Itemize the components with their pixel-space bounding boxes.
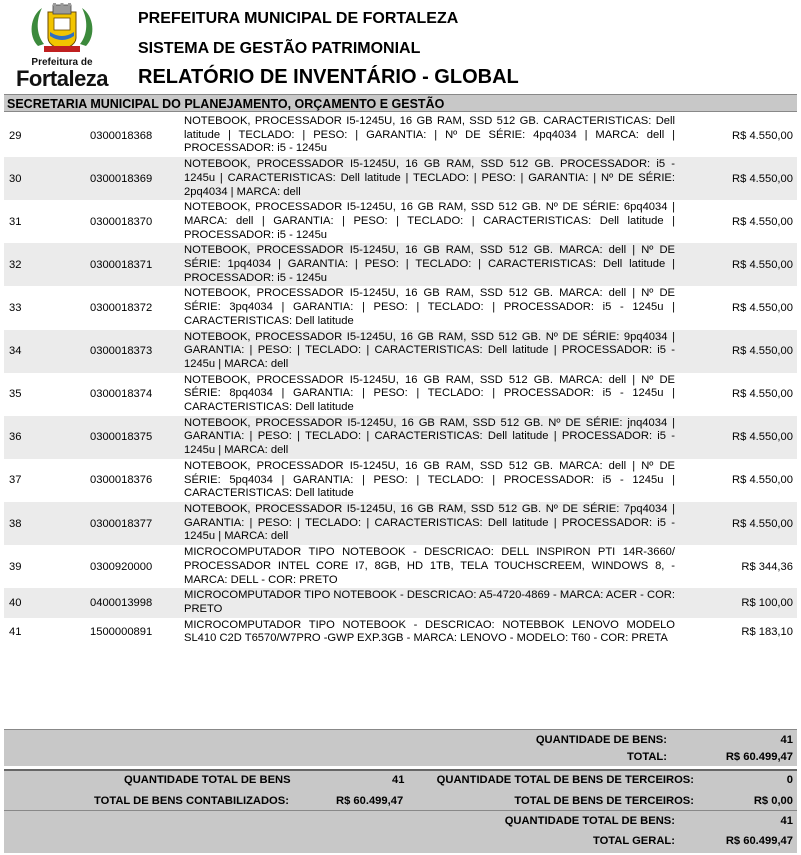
fortaleza-logo	[6, 2, 118, 92]
system-title: SISTEMA DE GESTÃO PATRIMONIAL	[138, 40, 421, 57]
asset-description: NOTEBOOK, PROCESSADOR I5-1245U, 16 GB RAM, SSD 512 GB. Nº DE SÉRIE: 6pq4034 | MARCA: dell | GARANTIA: | PESO: | TECLADO: | CARACTERISTICAS: Dell latitude | PROCESSADOR: i5 - 1245u	[184, 201, 675, 241]
item-number: 35	[9, 388, 22, 401]
table-row	[4, 330, 797, 373]
asset-code: 0300920000	[90, 560, 153, 573]
grand-qty-value: 41	[780, 815, 793, 827]
asset-value: R$ 344,36	[741, 560, 793, 573]
contab-value: R$ 60.499,47	[336, 795, 404, 807]
item-number: 34	[9, 345, 22, 358]
table-row	[4, 373, 797, 416]
asset-value: R$ 4.550,00	[732, 474, 793, 487]
asset-code: 0400013998	[90, 596, 153, 609]
asset-code: 0300018371	[90, 258, 153, 271]
coat-of-arms-icon	[24, 2, 100, 58]
table-row	[4, 545, 797, 588]
asset-description: MICROCOMPUTADOR TIPO NOTEBOOK - DESCRICAO: DELL INSPIRON PTI 14R-3660/ PROCESSADOR INTEL CORE I7, 8GB, HD 1TB, TELA TOUCHSCREEM, WINDOWS 8, - MARCA: DELL - COR: PRETO	[184, 546, 675, 586]
summary-totals	[4, 769, 797, 811]
asset-value: R$ 4.550,00	[732, 129, 793, 142]
asset-code: 0300018368	[90, 129, 153, 142]
grand-qty-label: QUANTIDADE TOTAL DE BENS:	[504, 815, 675, 827]
org-title: PREFEITURA MUNICIPAL DE FORTALEZA	[138, 10, 459, 27]
asset-code: 1500000891	[90, 626, 153, 639]
item-number: 37	[9, 474, 22, 487]
qty-label: QUANTIDADE DE BENS:	[535, 734, 667, 746]
asset-description: NOTEBOOK, PROCESSADOR I5-1245U, 16 GB RAM, SSD 512 GB. Nº DE SÉRIE: jnq4034 | GARANTIA: | PESO: | TECLADO: | CARACTERISTICAS: Dell latitude | PROCESSADOR: i5 - 1245u | MARCA: dell	[184, 416, 675, 457]
asset-description: NOTEBOOK, PROCESSADOR I5-1245U, 16 GB RAM, SSD 512 GB. MARCA: dell | Nº DE SÉRIE: 3pq4034 | GARANTIA: | PESO: | TECLADO: | PROCESSADOR: i5 - 1245u | CARACTERISTICAS: Dell latitude	[184, 287, 675, 327]
third-total-value: R$ 0,00	[753, 795, 793, 807]
asset-value: R$ 4.550,00	[732, 301, 793, 314]
section-header: SECRETARIA MUNICIPAL DO PLANEJAMENTO, ORÇAMENTO E GESTÃO	[4, 94, 797, 112]
asset-code: 0300018370	[90, 215, 153, 228]
table-row	[4, 243, 797, 286]
asset-description: NOTEBOOK, PROCESSADOR I5-1245U, 16 GB RAM, SSD 512 GB. Nº DE SÉRIE: 7pq4034 | GARANTIA: | PESO: | TECLADO: | CARACTERISTICAS: Dell latitude | PROCESSADOR: i5 - 1245u | MARCA: dell	[184, 502, 675, 543]
item-number: 39	[9, 560, 22, 573]
table-row	[4, 157, 797, 200]
third-total-label: TOTAL DE BENS DE TERCEIROS:	[514, 795, 694, 807]
total-value: R$ 60.499,47	[725, 751, 793, 763]
item-number: 31	[9, 215, 22, 228]
qty-third-label: QUANTIDADE TOTAL DE BENS DE TERCEIROS:	[436, 774, 694, 786]
asset-value: R$ 100,00	[741, 596, 793, 609]
asset-description: NOTEBOOK, PROCESSADOR I5-1245U, 16 GB RAM, SSD 512 GB. MARCA: dell | Nº DE SÉRIE: 5pq4034 | GARANTIA: | PESO: | TECLADO: | PROCESSADOR: i5 - 1245u | CARACTERISTICAS: Dell latitude	[184, 459, 675, 500]
qty-third-value: 0	[786, 774, 793, 786]
inventory-table	[4, 114, 797, 647]
asset-value: R$ 4.550,00	[732, 172, 793, 185]
total-label: TOTAL:	[627, 751, 667, 763]
item-number: 30	[9, 172, 22, 185]
report-title: RELATÓRIO DE INVENTÁRIO - GLOBAL	[138, 66, 519, 88]
asset-value: R$ 4.550,00	[732, 431, 793, 444]
table-row	[4, 618, 797, 647]
table-row	[4, 459, 797, 502]
asset-code: 0300018373	[90, 345, 153, 358]
table-row	[4, 588, 797, 617]
asset-code: 0300018369	[90, 172, 153, 185]
grand-totals	[4, 810, 797, 853]
asset-description: NOTEBOOK, PROCESSADOR I5-1245U, 16 GB RAM, SSD 512 GB. MARCA: dell | Nº DE SÉRIE: 8pq4034 | GARANTIA: | PESO: | TECLADO: | PROCESSADOR: i5 - 1245u | CARACTERISTICAS: Dell latitude	[184, 373, 675, 414]
table-row	[4, 502, 797, 545]
report-header	[0, 0, 801, 95]
asset-description: NOTEBOOK, PROCESSADOR I5-1245U, 16 GB RAM, SSD 512 GB. Nº DE SÉRIE: 9pq4034 | GARANTIA: | PESO: | TECLADO: | CARACTERISTICAS: Dell latitude | PROCESSADOR: i5 - 1245u | MARCA: dell	[184, 330, 675, 370]
asset-value: R$ 4.550,00	[732, 517, 793, 530]
item-number: 36	[9, 431, 22, 444]
contab-label: TOTAL DE BENS CONTABILIZADOS:	[94, 795, 289, 807]
asset-code: 0300018372	[90, 301, 153, 314]
grand-total-label: TOTAL GERAL:	[592, 835, 675, 847]
asset-description: MICROCOMPUTADOR TIPO NOTEBOOK - DESCRICAO: A5-4720-4869 - MARCA: ACER - COR: PRETO	[184, 589, 675, 615]
asset-description: NOTEBOOK, PROCESSADOR I5-1245U, 16 GB RAM, SSD 512 GB. CARACTERISTICAS: Dell latitude | TECLADO: | PESO: | GARANTIA: | Nº DE SÉRIE: 4pq4034 | MARCA: dell | PROCESSADOR: i5 - 1245u	[184, 115, 675, 155]
asset-code: 0300018377	[90, 517, 153, 530]
grand-total-value: R$ 60.499,47	[725, 835, 793, 847]
asset-code: 0300018376	[90, 474, 153, 487]
item-number: 41	[9, 626, 22, 639]
item-number: 33	[9, 301, 22, 314]
item-number: 32	[9, 258, 22, 271]
asset-value: R$ 4.550,00	[732, 258, 793, 271]
logo-title: Fortaleza	[15, 66, 109, 91]
asset-value: R$ 4.550,00	[732, 345, 793, 358]
table-row	[4, 200, 797, 243]
item-number: 38	[9, 517, 22, 530]
asset-value: R$ 183,10	[741, 626, 793, 639]
asset-description: MICROCOMPUTADOR TIPO NOTEBOOK - DESCRICAO: NOTEBBOK LENOVO MODELO SL410 C2D T6570/W7PRO -GWP EXP.3GB - MARCA: LENOVO - MODELO: T60 - COR: PRETA	[184, 618, 675, 645]
asset-description: NOTEBOOK, PROCESSADOR I5-1245U, 16 GB RAM, SSD 512 GB. MARCA: dell | Nº DE SÉRIE: 1pq4034 | GARANTIA: | PESO: | TECLADO: | CARACTERISTICAS: Dell latitude | PROCESSADOR: i5 - 1245u	[184, 244, 675, 284]
asset-description: NOTEBOOK, PROCESSADOR I5-1245U, 16 GB RAM, SSD 512 GB. PROCESSADOR: i5 - 1245u | CARACTERISTICAS: Dell latitude | TECLADO: | PESO: | GARANTIA: | Nº DE SÉRIE: 2pq4034 | MARCA: dell	[184, 158, 675, 198]
qty-total-value: 41	[392, 774, 405, 786]
table-row	[4, 416, 797, 459]
asset-value: R$ 4.550,00	[732, 388, 793, 401]
item-number: 40	[9, 596, 22, 609]
qty-value: 41	[780, 734, 793, 746]
asset-value: R$ 4.550,00	[732, 215, 793, 228]
logo-subtitle: Prefeitura de	[31, 57, 93, 68]
table-row	[4, 286, 797, 329]
asset-code: 0300018375	[90, 431, 153, 444]
qty-total-label: QUANTIDADE TOTAL DE BENS	[124, 774, 291, 786]
item-number: 29	[9, 129, 22, 142]
asset-code: 0300018374	[90, 388, 153, 401]
section-totals	[4, 729, 797, 766]
table-row	[4, 114, 797, 157]
